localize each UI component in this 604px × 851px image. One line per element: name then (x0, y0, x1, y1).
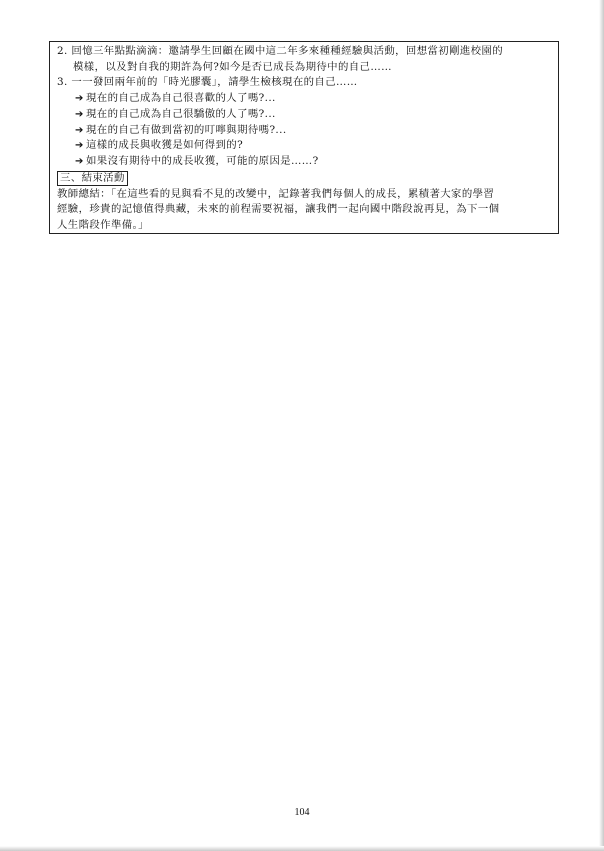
question-text: 現在的自己成為自己很喜歡的人了嗎?... (86, 92, 276, 105)
page-edge-shadow (0, 846, 604, 851)
question-item (57, 138, 553, 154)
question-item (57, 154, 553, 170)
page-edge-shadow (599, 0, 604, 851)
section2-line1: 2. 回憶三年點點滴滴：邀請學生回顧在國中這二年多來種種經驗與活動，回想當初剛進校園的 (57, 45, 504, 57)
summary-line: 教師總結：「在這些看的見與看不見的改變中，記錄著我們每個人的成長，累積著大家的學習 (57, 187, 495, 200)
question-text: 現在的自己有做到當初的叮嚀與期待嗎?... (86, 123, 287, 136)
page-number: 104 (294, 807, 310, 818)
arrow-right-icon: ➔ (75, 124, 84, 136)
section3-title: 3. 一一發回兩年前的「時光膠囊」，請學生檢核現在的自己…… (57, 76, 358, 89)
summary-line: 經驗，珍貴的記憶值得典藏，未來的前程需要祝福，讓我們一起向國中階段說再見，為下一個 (57, 203, 500, 216)
question-text: 現在的自己成為自己很驕傲的人了嗎?... (86, 107, 276, 120)
arrow-right-icon: ➔ (75, 93, 84, 105)
question-item (57, 107, 553, 123)
arrow-right-icon: ➔ (75, 108, 84, 120)
arrow-right-icon: ➔ (75, 155, 84, 167)
arrow-right-icon: ➔ (75, 140, 84, 152)
closing-heading: 三、結束活動 (57, 171, 128, 186)
section2-line2: 模樣，以及對自我的期許為何?如今是否已成長為期待中的自己…… (73, 60, 392, 73)
question-item (57, 123, 553, 139)
lesson-plan-box (49, 41, 559, 234)
question-item (57, 91, 553, 107)
summary-line: 人生階段作準備。」 (57, 219, 149, 232)
closing-heading-row (57, 170, 553, 187)
question-text: 如果沒有期待中的成長收獲，可能的原因是……? (86, 154, 319, 167)
question-text: 這樣的成長與收獲是如何得到的? (86, 139, 244, 152)
